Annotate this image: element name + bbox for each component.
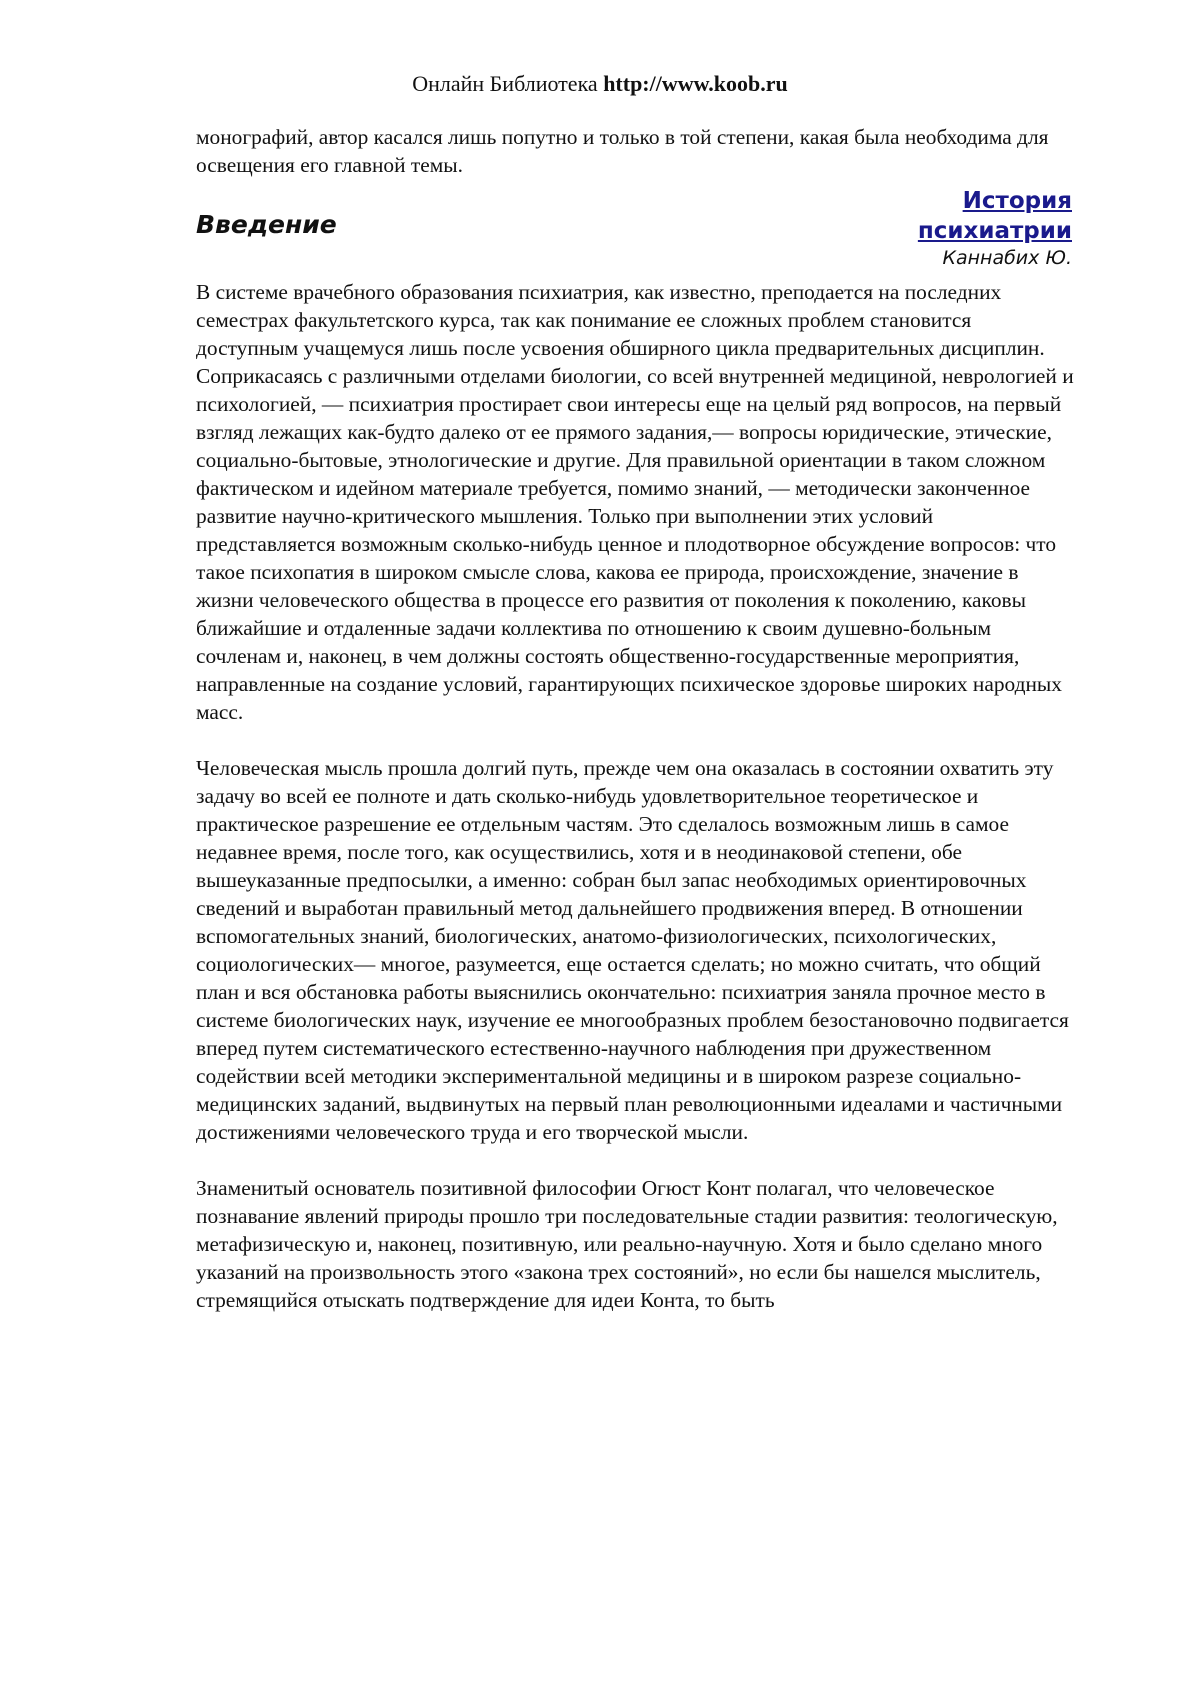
book-author: Каннабих Ю.	[942, 247, 1072, 269]
page-header	[0, 70, 1200, 98]
paragraph: Знаменитый основатель позитивной философии Огюст Конт полагал, что человеческое познавание явлений природы прошло три последовательные стадии развития: теологическую, метафизическую и, наконец, позитивную, или реально-научную. Хотя и было сделано много указаний на произвольность этого «закона трех состояний», но если бы нашелся мыслитель, стремящийся отыскать подтверждение для идеи Конта, то быть	[196, 1176, 1058, 1312]
site-url[interactable]: http://www.koob.ru	[603, 71, 788, 96]
book-title-link[interactable]: История психиатрии	[917, 188, 1072, 244]
paragraph: Человеческая мысль прошла долгий путь, прежде чем она оказалась в состоянии охватить эту задачу во всей ее полноте и дать сколько-нибудь удовлетворительное теоретическое и практическое разрешение ее отдельным частям. Это сделалось возможным лишь в самое недавнее время, после того, как осуществились, хотя и в неодинаковой степени, обе вышеуказанные предпосылки, а именно: собран был запас необходимых ориентировочных сведений и выработан правильный метод дальнейшего продвижения вперед. В отношении вспомогательных знаний, биологических, анатомо-физиологических, психологических, социологических— многое, разумеется, еще остается сделать; но можно считать, что общий план и вся обстановка работы выяснились окончательно: психиатрия заняла прочное место в системе биологических наук, изучение ее многообразных проблем безостановочно подвигается вперед путем систематического естественно-научного наблюдения при дружественном содействии всей методики экспериментальной медицины и в широком разрезе социально-медицинских заданий, выдвинутых на первый план революционными идеалами и частичными достижениями человеческого труда и его творческой мысли.	[196, 756, 1069, 1144]
paragraph: В системе врачебного образования психиатрия, как известно, преподается на последних семестрах факультетского курса, так как понимание ее сложных проблем становится доступным учащемуся лишь после усвоения обширного цикла предварительных дисциплин. Соприкасаясь с различными отделами биологии, со всей внутренней медициной, неврологией и психологией, — психиатрия простирает свои интересы еще на целый ряд вопросов, на первый взгляд лежащих как-будто далеко от ее прямого задания,— вопросы юридические, этические, социально-бытовые, этнологические и другие. Для правильной ориентации в таком сложном фактическом и идейном материале требуется, помимо знаний, — методически законченное развитие научно-критического мышления. Только при выполнении этих условий представляется возможным сколько-нибудь ценное и плодотворное обсуждение вопросов: что такое психопатия в широком смысле слова, какова ее природа, происхождение, значение в жизни человеческого общества в процессе его развития от поколения к поколению, каковы ближайшие и отдаленные задачи коллектива по отношению к своим душевно-больным сочленам и, наконец, в чем должны состоять общественно-государственные мероприятия, направленные на создание условий, гарантирующих психическое здоровье широких народных масс.	[196, 280, 1074, 724]
book-reference	[872, 186, 1072, 270]
section-title: Введение	[196, 210, 337, 239]
body-text	[196, 278, 1076, 1314]
library-label: Онлайн Библиотека	[412, 71, 598, 96]
intro-paragraph: монографий, автор касался лишь попутно и только в той степени, какая была необходима для освещения его главной темы.	[196, 125, 1049, 177]
intro-block	[196, 123, 1076, 179]
